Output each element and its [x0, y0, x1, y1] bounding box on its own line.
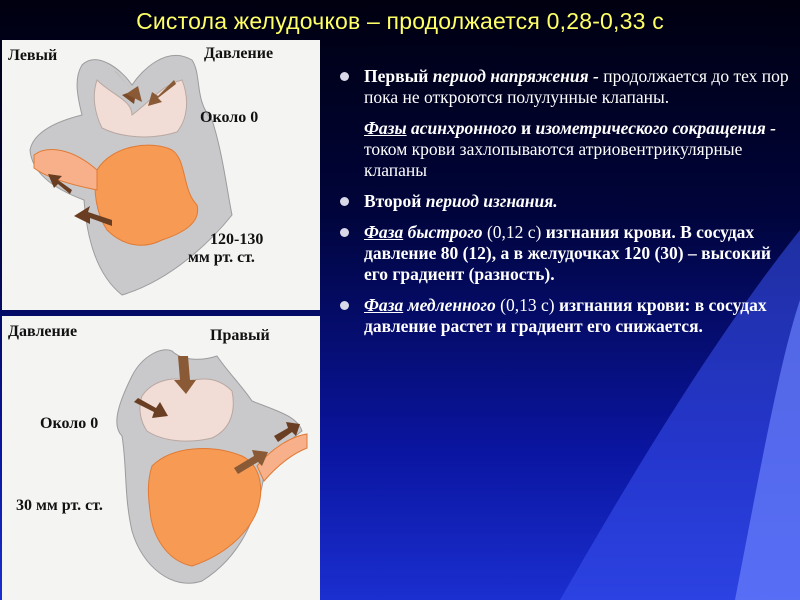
- term-tension-period: период напряжения -: [432, 66, 599, 86]
- term-ejection-period: период изгнания.: [425, 191, 558, 211]
- about-zero-label-top: Около 0: [200, 109, 259, 126]
- fast-ejection-text: изгнания крови. В сосудах давление 80 (12), а в желудочках 120 (30) – высокий его градиент (разность).: [364, 222, 772, 284]
- and-word: и: [520, 118, 532, 138]
- bullet-item-slow-ejection: [336, 295, 794, 337]
- right-heart-drawing: [2, 316, 320, 600]
- pressure-value-bottom: 30 мм рт. ст.: [16, 497, 103, 514]
- term-isometric: изометрического сокращения -: [535, 118, 776, 138]
- term-slow: медленного: [407, 295, 496, 315]
- pressure-label-bottom: Давление: [8, 323, 78, 340]
- pressure-label-top: Давление: [204, 45, 274, 62]
- bullet-item-fast-ejection: [336, 222, 794, 285]
- pressure-value-line1: 120-130: [210, 231, 264, 248]
- bullet-icon: [340, 197, 349, 206]
- pressure-value-line2: мм рт. ст.: [188, 249, 255, 266]
- bullet-item-tension-period: [336, 66, 794, 108]
- left-label: Левый: [8, 47, 58, 64]
- slow-duration: (0,13 с): [500, 295, 555, 315]
- term-phase-fast: Фаза: [364, 222, 404, 242]
- term-fast: быстрого: [407, 222, 483, 242]
- bullet-item-ejection-period: [336, 191, 794, 212]
- phases-text: током крови захлопываются атриовентрикулярные клапаны: [364, 139, 743, 180]
- bullet-second: Второй: [364, 191, 422, 211]
- fast-duration: (0,12 с): [486, 222, 542, 242]
- about-zero-label-bottom: Около 0: [40, 415, 99, 432]
- left-heart-diagram: [2, 40, 320, 310]
- slow-ejection-text: изгнания крови: в сосудах давление растет и градиент его снижается.: [364, 295, 767, 336]
- slide-title: Систола желудочков – продолжается 0,28-0,33 с: [136, 8, 664, 34]
- term-asynchronous: асинхронного: [410, 118, 517, 138]
- term-phases: Фазы: [364, 118, 407, 138]
- bullet-first: Первый: [364, 66, 429, 86]
- phases-paragraph: [336, 118, 794, 181]
- bullet-icon: [340, 301, 349, 310]
- bullet-icon: [340, 72, 349, 81]
- term-phase-slow: Фаза: [364, 295, 404, 315]
- right-label: Правый: [210, 327, 270, 344]
- right-heart-diagram: [2, 316, 320, 600]
- slide-content: [336, 66, 794, 347]
- tension-period-text: продолжается до тех пор пока не откроются полулунные клапаны.: [364, 66, 789, 107]
- left-heart-drawing: [2, 40, 320, 310]
- bullet-icon: [340, 228, 349, 237]
